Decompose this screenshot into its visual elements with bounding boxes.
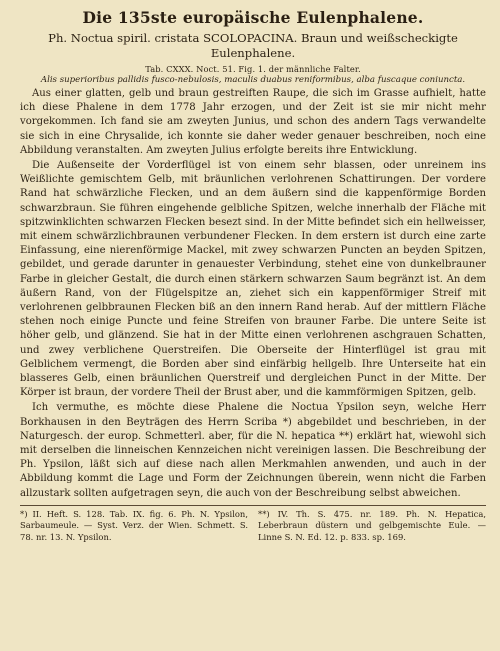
- latin-diagnosis: Alis superioribus pallidis fusco-nebulosis, maculis duabus reniformibus, alba fuscaque coniuncta.: [40, 75, 466, 85]
- paragraph-discussion: Ich vermuthe, es möchte diese Phalene die Noctua Ypsilon seyn, welche Herr Borkhausen in den Beyträgen des Herrn Scriba *) abgebildet und beschrieben, in der Naturgesch. der europ. Schmetterl. aber, für die N. hepatica **) erklärt hat, wiewohl sich mit derselben die linneischen Kennzeichen nicht vereinigen lassen. Die Beschreibung der Ph. Ypsilon, läßt sich auf diese nach allen Merkmahlen anwenden, und auch in der Abbildung kommt die Lage und Form der Zeichnungen überein, wenn nicht die Farben allzustark sollten aufgetragen seyn, die auch von der Beschreibung selbst abweichen.: [20, 402, 486, 499]
- footnote-left: *) II. Heft. S. 128. Tab. IX. fig. 6. Ph. N. Ypsilon, Sarbaumeule. — Syst. Verz. der Wien. Schmett. S. 78. nr. 13. N. Ypsilon.: [20, 508, 248, 542]
- species-heading: Ph. Noctua spiril. cristata SCOLOPACINA. Braun und weißscheckigte Eulenphalene.: [48, 31, 458, 60]
- page-title: Die 135ste europäische Eulenphalene.: [82, 8, 424, 27]
- plate-reference: Tab. CXXX. Noct. 51. Fig. 1. der männliche Falter.: [145, 64, 361, 74]
- body-text: [20, 87, 486, 501]
- footnote-right: **) IV. Th. S. 475. nr. 189. Ph. N. Hepatica, Leberbraun düstern und gelbgemischte Eule. — Linne S. N. Ed. 12. p. 833. sp. 169.: [258, 508, 486, 542]
- paragraph-origin: Aus einer glatten, gelb und braun gestreiften Raupe, die sich im Grasse aufhielt, hatte ich diese Phalene in dem 1778 Jahr erzogen, und der Zeit ist sie mir nicht mehr vorgekommen. Ich fand sie am zweyten Junius, und schon des andern Tags verwandelte sie sich in eine Chrysalide, ich konnte sie daher weder genauer beschreiben, noch eine Abbildung veranstalten. Am zweyten Julius erfolgte bereits ihre Entwicklung.: [20, 88, 486, 156]
- footnotes: [20, 509, 486, 544]
- paragraph-description: Die Außenseite der Vorderflügel ist von einem sehr blassen, oder unreinem ins Weißlichte gemischtem Gelb, mit bräunlichen verlohrenen Schattirungen. Der vordere Rand hat schwärzliche Flecken, und an dem äußern sind die kappenförmige Borden schwarzbraun. Sie führen eingehende gelbliche Spitzen, welche innerhalb der Fläche mit spitzwinklichten schwarzen Flecken besezt sind. In der Mitte befindet sich ein hellweisser, mit einem schwärzlichbraunen verbundener Flecken. In dem erstern ist durch eine zarte Einfassung, eine nierenförmige Mackel, mit zwey schwarzen Puncten an beyden Spitzen, gebildet, und gerade darunter in genauester Verbindung, stehet eine von dunkelbrauner Farbe in gleicher Gestalt, die durch einen stärkern schwarzen Saum begränzt ist. An dem äußern Rand, von der Flügelspitze an, ziehet sich ein kappenförmiger Streif mit verlohrenen gelbbraunen Flecken biß an den innern Rand herab. Auf der mittlern Fläche stehen noch einige Puncte und feine Streifen von brauner Farbe. Die untere Seite ist höher gelb, und glänzend. Sie hat in der Mitte einen verlohrenen aschgrauen Schatten, und zwey verblichene Querstreifen. Die Oberseite der Hinterflügel ist grau mit Gelblichem vermengt, die Borden aber sind einfärbig hellgelb. Ihre Unterseite hat ein blasseres Gelb, einen bräunlichen Querstreif und dergleichen Punct in der Mitte. Der Körper ist braun, der vordere Theil der Brust aber, und die kammförmigen Spitzen, gelb.: [20, 160, 486, 399]
- footnote-divider: [20, 505, 486, 506]
